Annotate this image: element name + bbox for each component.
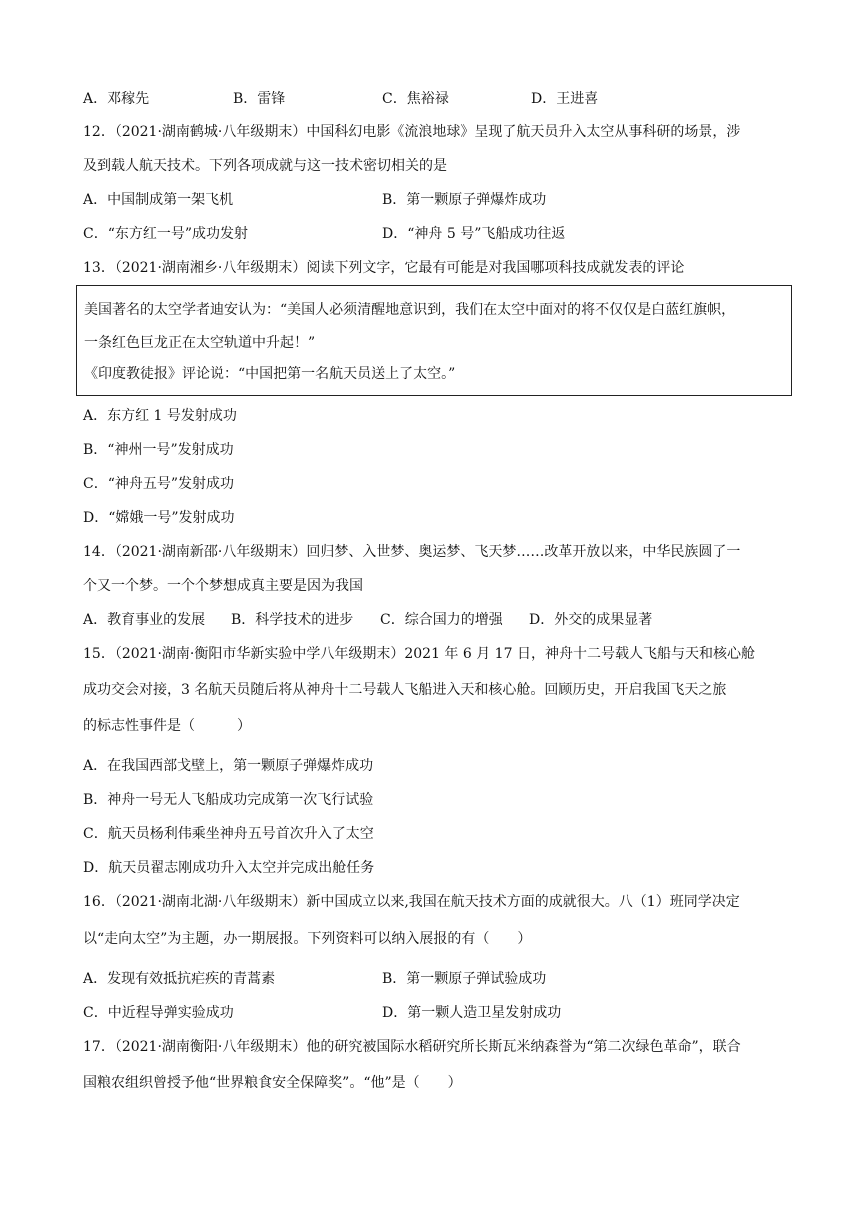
q17-stem-line2: 国粮农组织曾授予他“世界粮食安全保障奖”。“他”是（ ） xyxy=(83,1075,462,1091)
q17-stem-line1: 17．（2021·湖南衡阳·八年级期末）他的研究被国际水稻研究所长斯瓦米纳森誉为“第二次绿色革命”，联合 xyxy=(83,1039,741,1055)
q14-option-c: C．综合国力的增强 xyxy=(380,612,503,628)
q13-quote-line3: 《印度教徒报》评论说：“中国把第一名航天员送上了太空。” xyxy=(84,366,456,382)
q15-option-c: C．航天员杨利伟乘坐神舟五号首次升入了太空 xyxy=(83,826,374,842)
q15-stem-line2: 成功交会对接，3 名航天员随后将从神舟十二号载人飞船进入天和核心舱。回顾历史，开启我国飞天之旅 xyxy=(83,682,727,698)
q14-option-b: B．科学技术的进步 xyxy=(231,612,354,628)
q12-stem-line1: 12．（2021·湖南鹤城·八年级期末）中国科幻电影《流浪地球》呈现了航天员升入太空从事科研的场景，涉 xyxy=(83,124,741,140)
q16-option-c: C．中近程导弹实验成功 xyxy=(83,1005,234,1021)
q13-option-a: A．东方红 1 号发射成功 xyxy=(83,408,237,424)
q14-option-a: A．教育事业的发展 xyxy=(83,612,206,628)
q14-stem-line1: 14．（2021·湖南新邵·八年级期末）回归梦、入世梦、奥运梦、飞天梦……改革开放以来，中华民族圆了一 xyxy=(83,544,741,560)
q15-option-b: B．神舟一号无人飞船成功完成第一次飞行试验 xyxy=(83,792,374,808)
q11-option-d: D．王进喜 xyxy=(531,91,599,107)
q13-stem-line1: 13．（2021·湖南湘乡·八年级期末）阅读下列文字，它最有可能是对我国哪项科技成就发表的评论 xyxy=(83,260,685,276)
q16-option-d: D．第一颗人造卫星发射成功 xyxy=(382,1005,562,1021)
q13-quote-line1: 美国著名的太空学者迪安认为：“美国人必须清醒地意识到，我们在太空中面对的将不仅仅是白蓝红旗帜， xyxy=(84,302,736,318)
q16-stem-line2: 以“走向太空”为主题，办一期展报。下列资料可以纳入展报的有（ ） xyxy=(83,931,532,947)
q13-option-b: B．“神州一号”发射成功 xyxy=(83,442,234,458)
q11-option-c: C．焦裕禄 xyxy=(382,91,449,107)
q14-option-d: D．外交的成果显著 xyxy=(529,612,653,628)
q15-stem-line3: 的标志性事件是（ ） xyxy=(83,718,251,734)
q13-quote-box xyxy=(76,285,792,396)
q12-stem-line2: 及到载人航天技术。下列各项成就与这一技术密切相关的是 xyxy=(83,158,447,174)
q16-stem-line1: 16．（2021·湖南北湖·八年级期末）新中国成立以来,我国在航天技术方面的成就很大。八（1）班同学决定 xyxy=(83,894,740,910)
q11-option-a: A．邓稼先 xyxy=(83,91,150,107)
q15-option-a: A．在我国西部戈壁上，第一颗原子弹爆炸成功 xyxy=(83,758,374,774)
q12-option-c: C．“东方红一号”成功发射 xyxy=(83,226,249,242)
q13-option-d: D．“嫦娥一号”发射成功 xyxy=(83,510,235,526)
q12-option-d: D．“神舟 5 号”飞船成功往返 xyxy=(382,226,566,242)
q13-quote-line2: 一条红色巨龙正在太空轨道中升起！” xyxy=(84,335,316,351)
q13-option-c: C．“神舟五号”发射成功 xyxy=(83,476,235,492)
q12-option-a: A．中国制成第一架飞机 xyxy=(83,192,234,208)
q15-option-d: D．航天员翟志刚成功升入太空并完成出舱任务 xyxy=(83,860,375,876)
q14-stem-line2: 个又一个梦。一个个梦想成真主要是因为我国 xyxy=(83,578,363,594)
q15-stem-line1: 15．（2021·湖南·衡阳市华新实验中学八年级期末）2021 年 6 月 17 日，神舟十二号载人飞船与天和核心舱 xyxy=(83,646,755,662)
q16-option-a: A．发现有效抵抗疟疾的青蒿素 xyxy=(83,971,276,987)
q16-option-b: B．第一颗原子弹试验成功 xyxy=(382,971,547,987)
q12-option-b: B．第一颗原子弹爆炸成功 xyxy=(382,192,547,208)
q11-option-b: B．雷锋 xyxy=(233,91,286,107)
